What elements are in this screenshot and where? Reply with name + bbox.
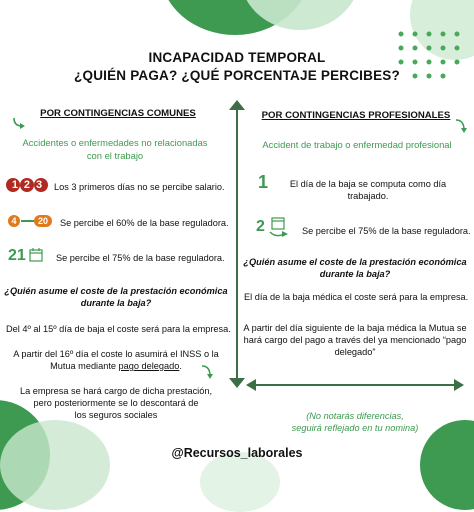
- decorative-blob-bottom-center: [200, 452, 280, 512]
- right-item2-text: Se percibe el 75% de la base reguladora.: [302, 226, 471, 236]
- days-1-2-3-icon: [6, 178, 50, 194]
- right-answer-2-line-2: hará cargo del pago a través del ya mencionado “pago: [243, 335, 467, 345]
- calendar-arrow-icon: [268, 216, 290, 240]
- left-question-line-1: ¿Quién asume el coste de la prestación económica: [4, 286, 228, 296]
- left-item1-text: Los 3 primeros días no se percibe salario.: [54, 182, 225, 192]
- title-line-2: ¿QUIÉN PAGA? ¿QUÉ PORCENTAJE PERCIBES?: [74, 68, 400, 83]
- left-item3-text: Se percibe el 75% de la base reguladora.: [56, 253, 225, 263]
- day-4-label: 4: [11, 216, 17, 226]
- left-subtitle-line-2: con el trabajo: [86, 150, 144, 161]
- right-question-line-1: ¿Quién asume el coste de la prestación económica: [243, 257, 467, 267]
- left-answer-2-post: .: [179, 361, 182, 371]
- left-answer-3-line-3: los seguros sociales: [74, 410, 158, 420]
- left-item2-text: Se percibe el 60% de la base reguladora.: [60, 218, 229, 228]
- arrow-right-icon: [452, 379, 464, 391]
- footer-handle[interactable]: @Recursos_laborales: [171, 446, 303, 460]
- title-line-1: INCAPACIDAD TEMPORAL: [148, 50, 326, 65]
- left-answer-2-line-1: A partir del 16º día el coste lo asumirá el INSS o la: [13, 349, 219, 359]
- days-4-to-20-icon: [6, 215, 54, 231]
- left-answer-1: Del 4º al 15º día de baja el coste será para la empresa.: [6, 324, 231, 334]
- right-question-line-2: durante la baja?: [319, 269, 391, 279]
- right-answer-2-line-3: delegado”: [334, 347, 376, 357]
- left-answer-2-line-2: [0, 360, 232, 372]
- right-note-line-2: seguirá reflejado en tu nomina): [291, 423, 419, 433]
- day-1-label: 1: [258, 172, 269, 192]
- pago-delegado-link: pago delegado: [118, 361, 180, 371]
- right-subtitle: Accident de trabajo o enfermedad profesional: [262, 139, 452, 150]
- curved-arrow-icon: [12, 116, 26, 130]
- right-answer-1: El día de la baja médica el coste será para la empresa.: [244, 292, 469, 302]
- vertical-divider: [236, 108, 238, 382]
- right-heading: POR CONTINGENCIAS PROFESIONALES: [261, 110, 451, 121]
- left-question-line-2: durante la baja?: [80, 298, 152, 308]
- days-1-2-3-label: 123: [11, 179, 49, 191]
- left-subtitle-line-1: Accidentes o enfermedades no relacionadas: [22, 137, 208, 148]
- calendar-icon: [29, 248, 43, 262]
- horizontal-divider: [255, 384, 455, 386]
- decorative-blob-bottom-left-light: [0, 420, 110, 510]
- left-heading: POR CONTINGENCIAS COMUNES: [40, 108, 196, 119]
- right-note-line-1: (No notarás diferencias,: [306, 411, 404, 421]
- right-item1-line-1: El día de la baja se computa como día: [289, 179, 447, 189]
- curved-arrow-down-icon: [200, 364, 214, 380]
- left-answer-3-line-2: pero posteriormente se lo descontará de: [33, 398, 199, 408]
- arrow-left-icon: [246, 379, 258, 391]
- day-2-label: 2: [256, 218, 265, 235]
- day-21-label: 21: [8, 247, 26, 264]
- curved-arrow-icon-right: [454, 118, 468, 134]
- right-answer-2-line-1: A partir del día siguiente de la baja médica la Mutua se: [243, 323, 467, 333]
- right-item1-line-2: trabajado.: [347, 191, 389, 201]
- left-answer-2-pre: Mutua mediante: [50, 361, 119, 371]
- arrow-up-icon: [229, 100, 245, 112]
- day-20-label: 20: [37, 216, 48, 226]
- left-answer-3-line-1: La empresa se hará cargo de dicha prestación,: [19, 386, 213, 396]
